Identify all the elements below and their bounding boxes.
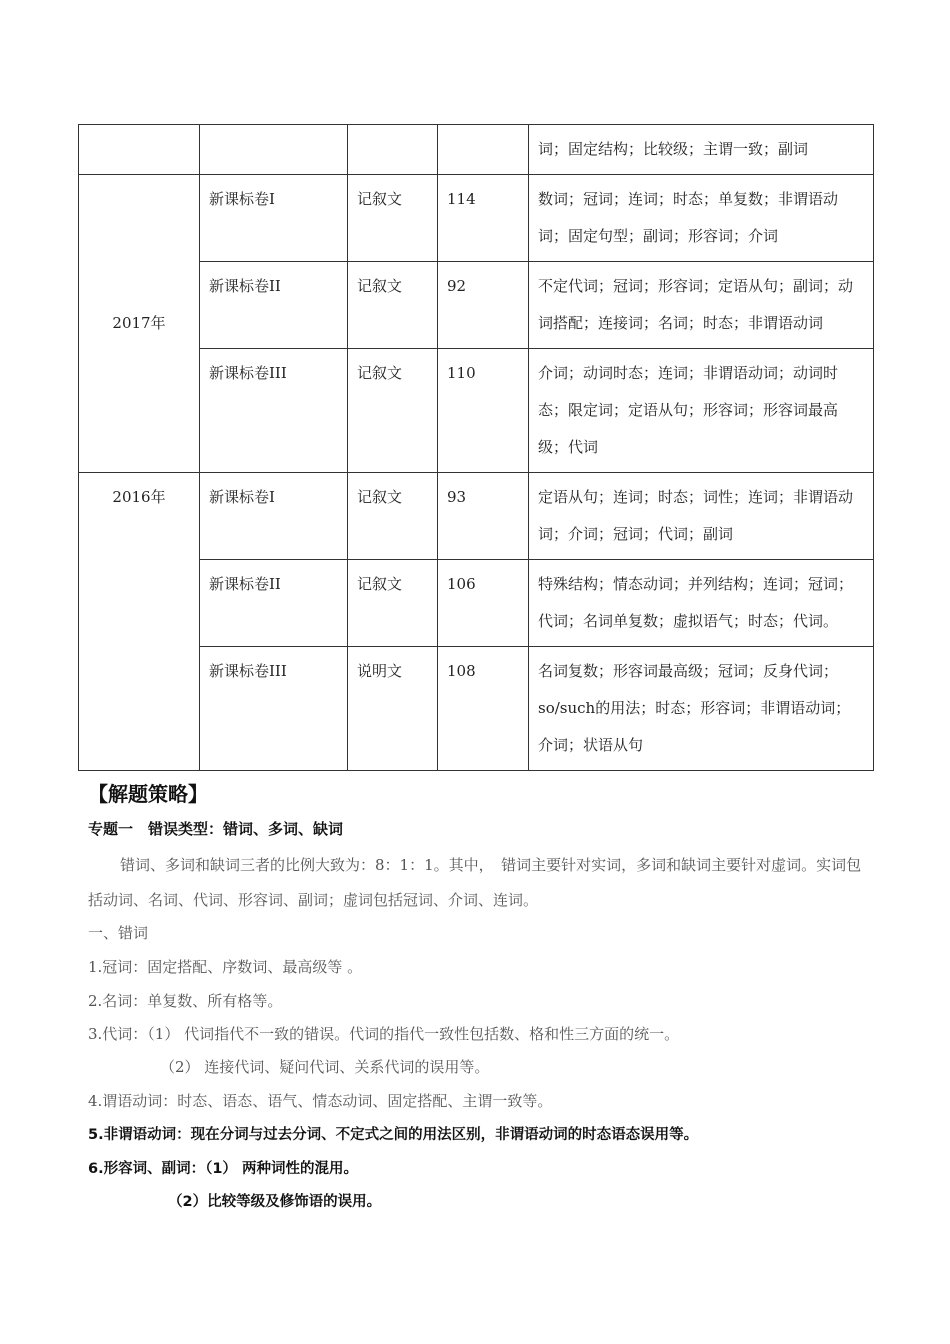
list-item: （2） 连接代词、疑问代词、关系代词的误用等。 [160, 1058, 490, 1076]
list-item: 6.形容词、副词：（1） 两种词性的混用。 [88, 1161, 358, 1177]
paper-cell: 新课标卷I [200, 473, 348, 560]
strategy-heading: 【解题策略】 [88, 782, 208, 806]
points-cell: 名词复数；形容词最高级；冠词；反身代词；so/such的用法；时态；形容词；非谓语动词；介词；状语从句 [529, 647, 874, 771]
points-cell: 数词；冠词；连词；时态；单复数；非谓语动词；固定句型；副词；形容词；介词 [529, 175, 874, 262]
count-cell: 92 [438, 262, 529, 349]
intro-paragraph: 错词、多词和缺词三者的比例大致为：8：1：1。其中， 错词主要针对实词，多词和缺词主要针对虚词。实词包括动词、名词、代词、形容词、副词；虚词包括冠词、介词、连词。 [88, 856, 862, 909]
points-cell: 不定代词；冠词；形容词；定语从句；副词；动词搭配；连接词；名词；时态；非谓语动词 [529, 262, 874, 349]
table-row [79, 125, 874, 175]
list-item: 1.冠词：固定搭配、序数词、最高级等 。 [88, 958, 363, 976]
paper-cell: 新课标卷II [200, 560, 348, 647]
type-cell: 记叙文 [348, 560, 438, 647]
type-cell: 说明文 [348, 647, 438, 771]
count-cell: 106 [438, 560, 529, 647]
year-cell: 2016年 [79, 473, 200, 771]
paper-cell: 新课标卷I [200, 175, 348, 262]
type-cell: 记叙文 [348, 262, 438, 349]
points-cell: 定语从句；连词；时态；词性；连词；非谓语动词；介词；冠词；代词；副词 [529, 473, 874, 560]
type-cell: 记叙文 [348, 473, 438, 560]
points-cell: 词；固定结构；比较级；主谓一致；副词 [529, 125, 874, 175]
paper-cell: 新课标卷III [200, 647, 348, 771]
list-item: （2）比较等级及修饰语的误用。 [168, 1194, 382, 1210]
points-cell: 介词；动词时态；连词；非谓语动词；动词时态；限定词；定语从句；形容词；形容词最高级；代词 [529, 349, 874, 473]
type-cell: 记叙文 [348, 349, 438, 473]
list-item: 4.谓语动词：时态、语态、语气、情态动词、固定搭配、主谓一致等。 [88, 1092, 553, 1110]
count-cell: 110 [438, 349, 529, 473]
section-heading: 一、错词 [88, 924, 149, 942]
exam-summary-table [78, 124, 874, 771]
paper-cell: 新课标卷II [200, 262, 348, 349]
type-cell: 记叙文 [348, 175, 438, 262]
table-row [79, 175, 874, 262]
paper-cell: 新课标卷III [200, 349, 348, 473]
list-item: 5.非谓语动词：现在分词与过去分词、不定式之间的用法区别，非谓语动词的时态语态误用等。 [88, 1127, 699, 1143]
points-cell: 特殊结构；情态动词；并列结构；连词；冠词；代词；名词单复数；虚拟语气；时态；代词。 [529, 560, 874, 647]
topic-title: 专题一 错误类型：错词、多词、缺词 [88, 820, 344, 838]
table-row [79, 473, 874, 560]
count-cell: 93 [438, 473, 529, 560]
list-item: 2.名词：单复数、所有格等。 [88, 992, 283, 1010]
list-item: 3.代词：（1） 代词指代不一致的错误。代词的指代一致性包括数、格和性三方面的统一。 [88, 1025, 680, 1043]
year-cell: 2017年 [79, 175, 200, 473]
count-cell: 108 [438, 647, 529, 771]
count-cell: 114 [438, 175, 529, 262]
